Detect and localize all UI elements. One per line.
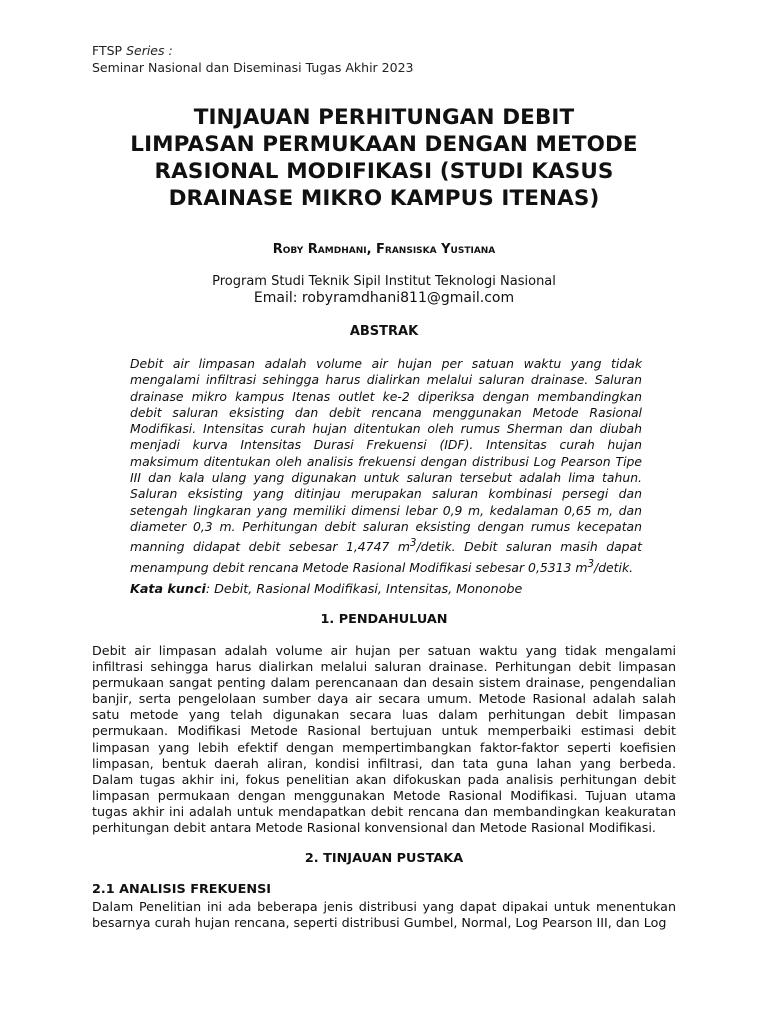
- section-heading-pendahuluan: 1. PENDAHULUAN: [320, 612, 448, 627]
- superscript: 3: [409, 537, 417, 550]
- superscript: 3: [587, 557, 595, 570]
- section-heading-tinjauan-pustaka: 2. TINJAUAN PUSTAKA: [304, 851, 464, 866]
- authors: Roby Ramdhani, Fransiska Yustiana: [272, 242, 496, 257]
- keywords: [130, 581, 642, 596]
- running-header: [92, 42, 413, 76]
- author-email: Email: robyramdhani811@gmail.com: [253, 290, 515, 306]
- affiliation: Program Studi Teknik Sipil Institut Teknologi Nasional: [212, 274, 556, 289]
- abstract-heading: ABSTRAK: [349, 324, 419, 339]
- title-line: LIMPASAN PERMUKAAN DENGAN METODE: [130, 132, 638, 157]
- series-prefix: FTSP: [92, 43, 123, 58]
- title-line: TINJAUAN PERHITUNGAN DEBIT: [193, 105, 575, 130]
- keywords-label: Kata kunci: [130, 581, 206, 596]
- keywords-value: : Debit, Rasional Modifikasi, Intensitas, Mononobe: [205, 581, 523, 596]
- abstract-text: [130, 356, 642, 576]
- abstract-part-b: /detik. Debit saluran masih dapat menampung debit rencana Metode Rasional Modifikasi sebesar 0,5313 m: [130, 539, 642, 575]
- abstract-part-c: /detik.: [594, 559, 634, 575]
- subsection-heading: 2.1 ANALISIS FREKUENSI: [92, 882, 272, 897]
- title-line: RASIONAL MODIFIKASI (STUDI KASUS: [154, 159, 614, 184]
- body-paragraph: Debit air limpasan adalah volume air hujan per satuan waktu yang tidak mengalami infiltrasi sehingga harus dialirkan melalui saluran drainase. Perhitungan debit limpasan permukaan sangat penting dalam perencanaan dan desain sistem drainase, pengendalian banjir, serta pengelolaan sumber daya air secara umum. Metode Rasional adalah salah satu metode yang telah digunakan secara luas dalam perhitungan debit limpasan permukaan. Modifikasi Metode Rasional bertujuan untuk memperbaiki estimasi debit limpasan yang lebih efektif dengan mempertimbangkan faktor-faktor seperti koefisien limpasan, bentuk daerah aliran, kondisi infiltrasi, dan tata guna lahan yang berbeda. Dalam tugas akhir ini, fokus penelitian akan difokuskan pada analisis perhitungan debit limpasan permukaan dengan menggunakan Metode Rasional Modifikasi. Tujuan utama tugas akhir ini adalah untuk mendapatkan debit rencana dan membandingkan keakuratan perhitungan debit antara Metode Rasional konvensional dan Metode Rasional Modifikasi.: [92, 643, 676, 836]
- title-line: DRAINASE MIKRO KAMPUS ITENAS): [168, 186, 600, 211]
- seminar-name: Seminar Nasional dan Diseminasi Tugas Akhir 2023: [92, 60, 414, 75]
- series-word: Series :: [126, 43, 173, 58]
- abstract-part-a: Debit air limpasan adalah volume air hujan per satuan waktu yang tidak mengalami infiltrasi sehingga harus dialirkan melalui saluran drainase. Saluran drainase mikro kampus Itenas outlet ke-2 diperiksa dengan membandingkan debit saluran eksisting dan debit rencana menggunakan Metode Rasional Modifikasi. Intensitas curah hujan ditentukan oleh rumus Sherman dan diubah menjadi kurva Intensitas Durasi Frekuensi (IDF). Intensitas curah hujan maksimum ditentukan oleh analisis frekuensi dengan distribusi Log Pearson Tipe III dan kala ulang yang digunakan untuk saluran tersebut adalah lima tahun. Saluran eksisting yang ditinjau merupakan saluran kombinasi persegi dan setengah lingkaran yang memiliki dimensi lebar 0,9 m, kedalaman 0,65 m, dan diameter 0,3 m. Perhitungan debit saluran eksisting dengan rumus kecepatan manning didapat debit sebesar 1,4747 m: [130, 356, 642, 555]
- series-line: [92, 42, 413, 59]
- affiliation-block: [92, 273, 676, 307]
- paper-title: [92, 104, 676, 212]
- body-paragraph: Dalam Penelitian ini ada beberapa jenis distribusi yang dapat dipakai untuk menentukan besarnya curah hujan rencana, seperti distribusi Gumbel, Normal, Log Pearson III, dan Log: [92, 899, 676, 931]
